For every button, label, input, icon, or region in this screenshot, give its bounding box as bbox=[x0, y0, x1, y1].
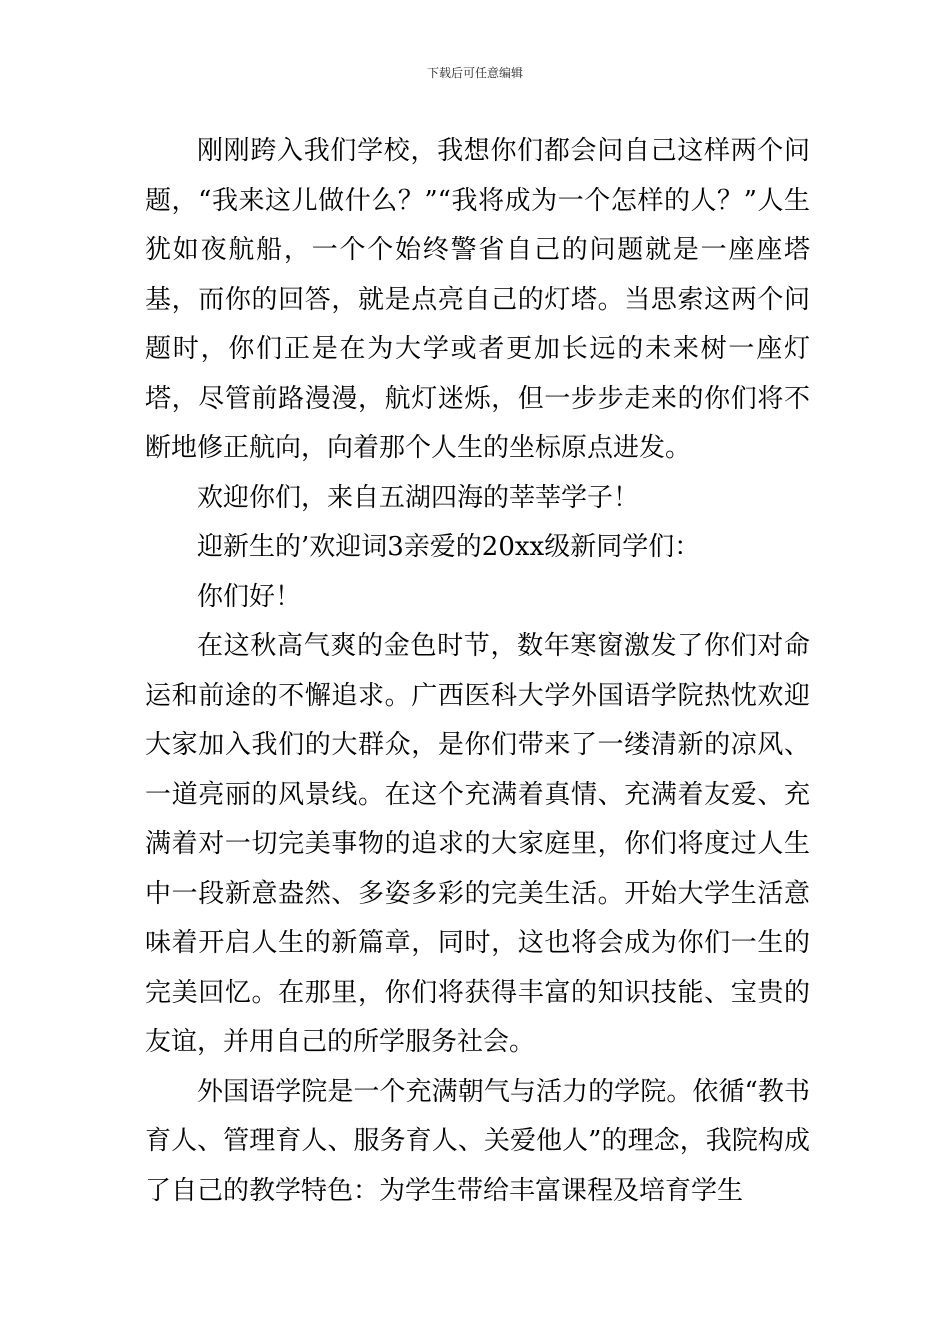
header-note: 下载后可任意编辑 bbox=[426, 66, 523, 80]
document-body bbox=[145, 127, 810, 1216]
paragraph-3: 迎新生的’欢迎词3亲爱的20xx级新同学们： bbox=[197, 532, 701, 562]
paragraph-1: 刚刚跨入我们学校，我想你们都会问自己这样两个问题，“我来这儿做什么？”“我将成为一个怎样的人？”人生犹如夜航船，一个个始终警省自己的问题就是一座座塔基，而你的回答，就是点亮自己的灯塔。当思索这两个问题时，你们正是在为大学或者更加长远的未来树一座灯塔，尽管前路漫漫，航灯迷烁，但一步步走来的你们将不断地修正航向，向着那个人生的坐标原点进发。 bbox=[145, 136, 810, 463]
paragraph-2: 欢迎你们，来自五湖四海的莘莘学子！ bbox=[197, 482, 640, 513]
paragraph-6: 外国语学院是一个充满朝气与活力的学院。依循“教书育人、管理育人、服务育人、关爱他人”的理念，我院构成了自己的教学特色：为学生带给丰富课程及培育学生 bbox=[145, 1076, 810, 1206]
paragraph-4: 你们好！ bbox=[197, 581, 302, 612]
paragraph-5: 在这秋高气爽的金色时节，数年寒窗激发了你们对命运和前途的不懈追求。广西医科大学外国语学院热忱欢迎大家加入我们的大群众，是你们带来了一缕清新的凉风、一道亮丽的风景线。在这个充满着真情、充满着友爱、充满着对一切完美事物的追求的大家庭里，你们将度过人生中一段新意盎然、多姿多彩的完美生活。开始大学生活意味着开启人生的新篇章，同时，这也将会成为你们一生的完美回忆。在那里，你们将获得丰富的知识技能、宝贵的友谊，并用自己的所学服务社会。 bbox=[145, 631, 810, 1057]
